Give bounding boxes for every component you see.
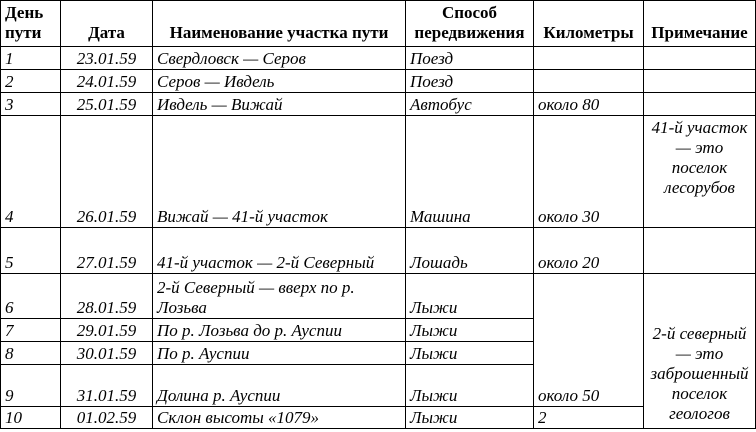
table-row [1,47,756,70]
header-transport: Способ передвижения [406,1,534,47]
transport-cell: Лыжи [406,342,534,365]
date-cell: 28.01.59 [61,274,153,319]
note-cell [644,47,756,70]
transport-cell: Лошадь [406,228,534,274]
header-note: Примечание [644,1,756,47]
date-cell: 01.02.59 [61,407,153,429]
day-cell: 9 [1,365,61,407]
segment-cell: Склон высоты «1079» [153,407,406,429]
transport-cell: Лыжи [406,407,534,429]
day-cell: 10 [1,407,61,429]
day-cell: 8 [1,342,61,365]
day-cell: 5 [1,228,61,274]
day-cell: 6 [1,274,61,319]
transport-cell: Машина [406,116,534,228]
table-row [1,407,756,429]
note-cell [644,93,756,116]
date-cell: 31.01.59 [61,365,153,407]
transport-cell: Лыжи [406,319,534,342]
date-cell: 24.01.59 [61,70,153,93]
date-cell: 29.01.59 [61,319,153,342]
segment-cell: По р. Лозьва до р. Ауспии [153,319,406,342]
segment-cell: 2-й Северный — вверх по р. Лозьва [153,274,406,319]
km-cell-merged: около 50 [534,274,644,407]
header-km: Километры [534,1,644,47]
table-row [1,116,756,228]
header-segment: Наименование участка пути [153,1,406,47]
km-cell: 2 [534,407,644,429]
date-cell: 23.01.59 [61,47,153,70]
date-cell: 25.01.59 [61,93,153,116]
date-cell: 30.01.59 [61,342,153,365]
segment-cell: Ивдель — Вижай [153,93,406,116]
table-row [1,228,756,274]
header-row [1,1,756,47]
table-row [1,274,756,319]
segment-cell: Вижай — 41-й участок [153,116,406,228]
table-row [1,93,756,116]
segment-cell: 41-й участок — 2-й Северный [153,228,406,274]
transport-cell: Поезд [406,70,534,93]
day-cell: 4 [1,116,61,228]
transport-cell: Лыжи [406,274,534,319]
km-cell [534,70,644,93]
transport-cell: Поезд [406,47,534,70]
km-cell: около 30 [534,116,644,228]
km-cell [534,47,644,70]
transport-cell: Автобус [406,93,534,116]
date-cell: 26.01.59 [61,116,153,228]
segment-cell: Долина р. Ауспии [153,365,406,407]
km-cell: около 20 [534,228,644,274]
segment-cell: Свердловск — Серов [153,47,406,70]
header-day: День пути [1,1,61,47]
header-date: Дата [61,1,153,47]
note-cell [644,228,756,274]
table-row [1,70,756,93]
day-cell: 2 [1,70,61,93]
day-cell: 1 [1,47,61,70]
note-cell-merged: 2-й северный — это заброшенный поселок геологов [644,274,756,429]
note-cell [644,70,756,93]
transport-cell: Лыжи [406,365,534,407]
segment-cell: По р. Ауспии [153,342,406,365]
km-cell: около 80 [534,93,644,116]
note-cell: 41-й участок — это поселок лесорубов [644,116,756,228]
day-cell: 7 [1,319,61,342]
segment-cell: Серов — Ивдель [153,70,406,93]
day-cell: 3 [1,93,61,116]
date-cell: 27.01.59 [61,228,153,274]
